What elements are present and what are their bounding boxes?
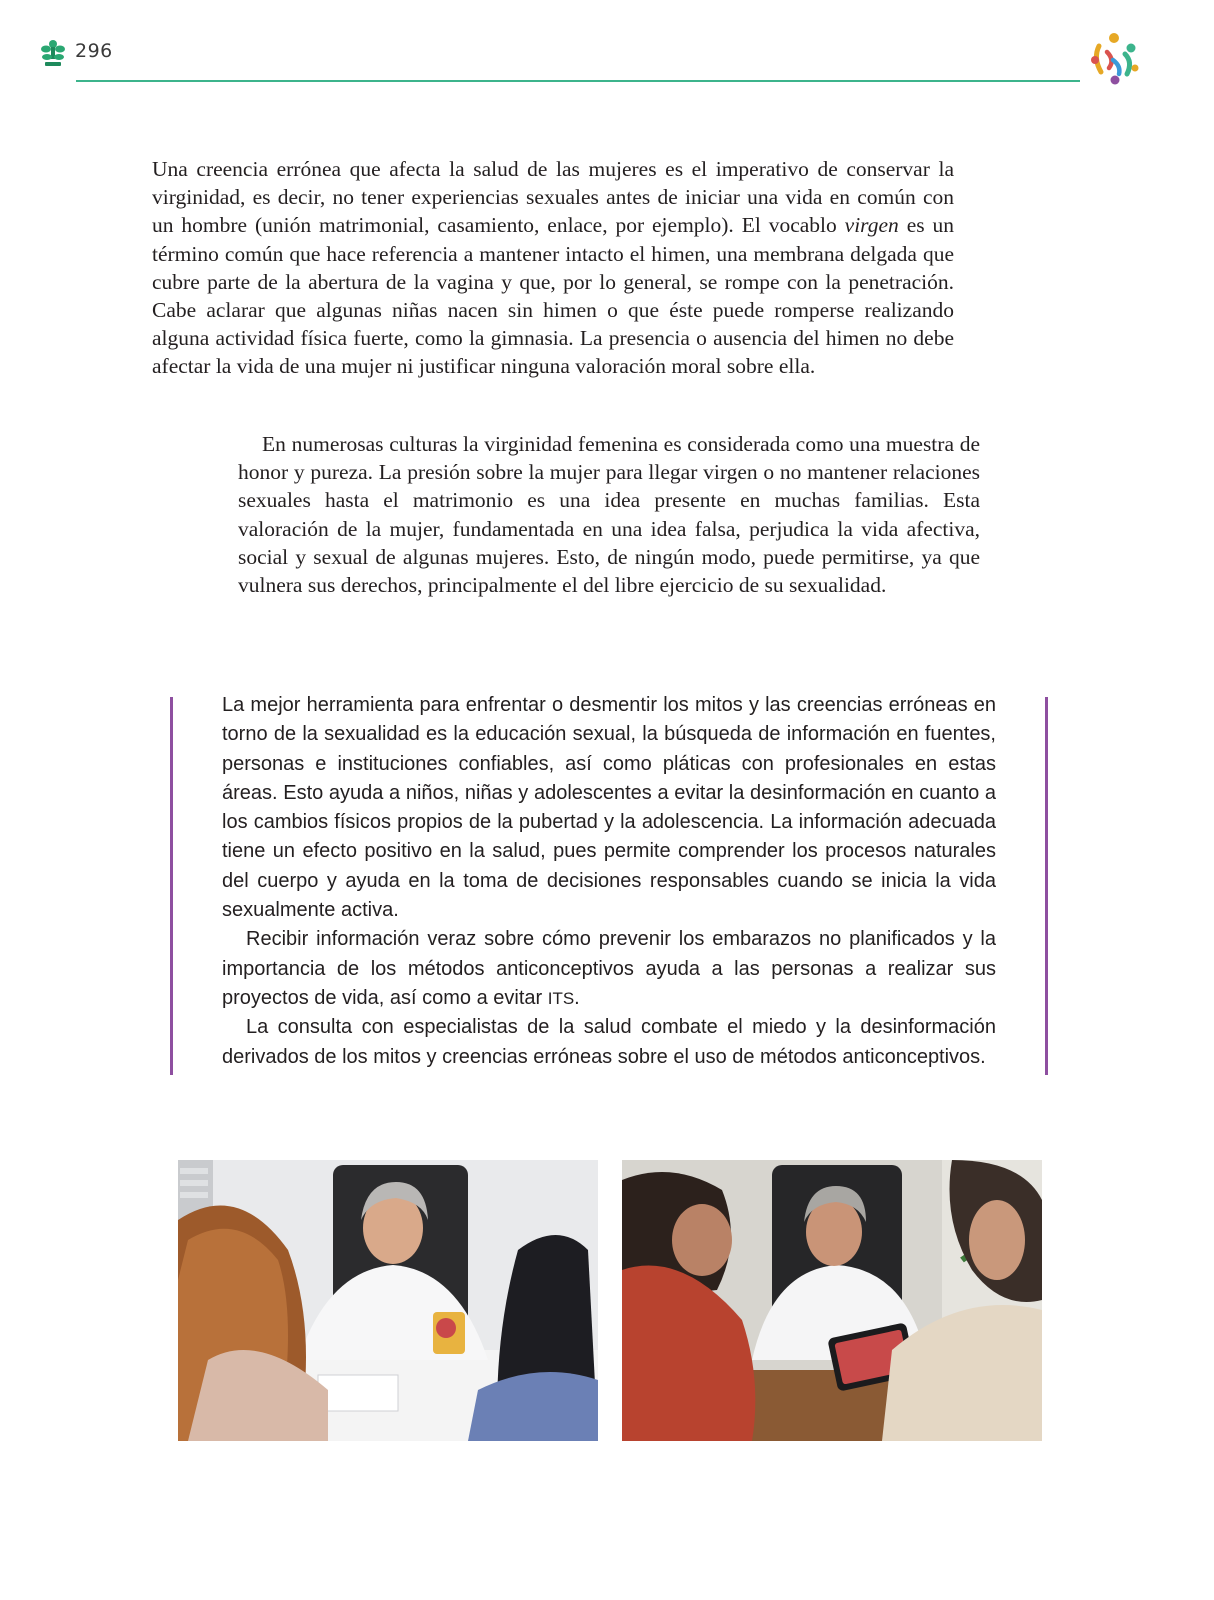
doctor-consultation-photo [178, 1160, 598, 1441]
doctor-tablet-photo [622, 1160, 1042, 1441]
italic-term: virgen [844, 213, 899, 238]
box-paragraph-specialists: La consulta con especialistas de la salud combate el miedo y la desinformación derivados de los mitos y creencias erróneas sobre el uso de métodos anticonceptivos. [222, 1016, 996, 1068]
page-number: 296 [75, 40, 113, 62]
header-divider [76, 80, 1080, 82]
its-abbreviation: ITS [547, 988, 575, 1008]
box-left-border [170, 697, 173, 1075]
body-paragraph-cultures: En numerosas culturas la virginidad femenina es considerada como una muestra de honor y pureza. La presión sobre la mujer para llegar virgen o no mantener relaciones sexuales hasta el matrimonio es una idea presente en muchas familias. Esta valoración de la mujer, fundamentada en una idea falsa, perjudica la vida afectiva, social y sexual de algunas mujeres. Esto, de ningún modo, puede permitirse, ya que vulnera sus derechos, principalmente el del libre ejercicio de su sexualidad. [238, 432, 980, 598]
box-paragraph-contraception: Recibir información veraz sobre cómo prevenir los embarazos no planificados y la importancia de los métodos anticonceptivos ayuda a las personas a realizar sus proyectos de vida, así como a evitar ITS. [222, 928, 996, 1009]
highlight-box-text [222, 691, 996, 1072]
page-header [0, 0, 1214, 100]
colorful-people-logo-icon [1085, 30, 1143, 88]
highlight-box [170, 694, 1048, 1077]
plant-figure-icon [40, 38, 66, 68]
box-right-border [1045, 697, 1048, 1075]
body-paragraph-virginity: Una creencia errónea que afecta la salud de las mujeres es el imperativo de conservar la virginidad, es decir, no tener experiencias sexuales antes de iniciar una vida en común con un hombre (unión matrimonial, casamiento, enlace, por ejemplo). El vocablo virgen es un término común que hace referencia a mantener intacto el himen, una membrana delgada que cubre parte de la abertura de la vagina y que, por lo general, se rompe con la penetración. Cabe aclarar que algunas niñas nacen sin himen o que éste puede romperse realizando alguna actividad física fuerte, como la gimnasia. La presencia o ausencia del himen no debe afectar la vida de una mujer ni justificar ninguna valoración moral sobre ella. [152, 157, 954, 379]
box-paragraph-education: La mejor herramienta para enfrentar o desmentir los mitos y las creencias erróneas en torno de la sexualidad es la educación sexual, la búsqueda de información en fuentes, personas e instituciones confiables, así como pláticas con profesionales en estas áreas. Esto ayuda a niños, niñas y adolescentes a evitar la desinformación en cuanto a los cambios físicos propios de la pubertad y la adolescencia. La información adecuada tiene un efecto positivo en la salud, pues permite comprender los procesos naturales del cuerpo y ayuda en la toma de decisiones responsables cuando se inicia la vida sexualmente activa. [222, 694, 996, 922]
